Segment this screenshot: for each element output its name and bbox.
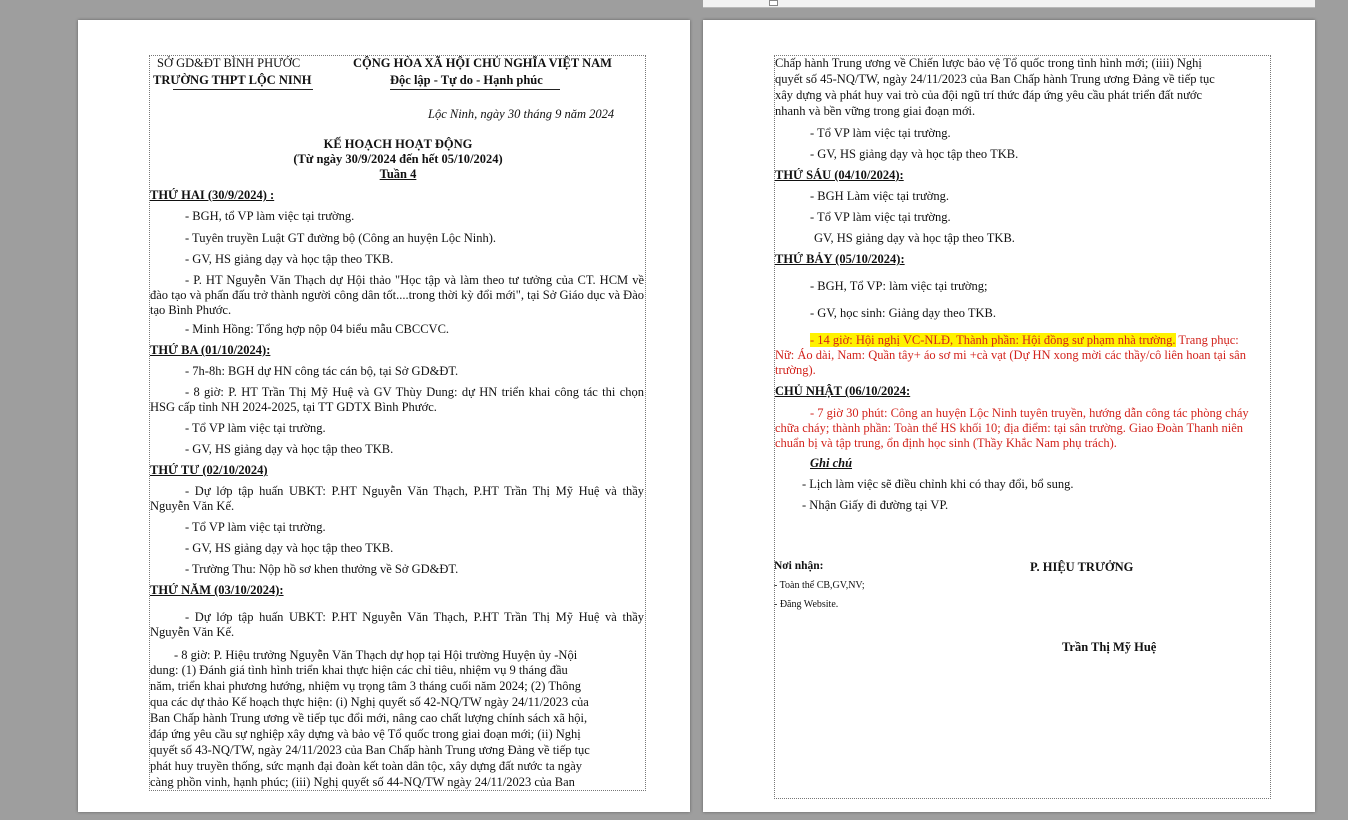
tuesday-item: - 8 giờ: P. HT Trần Thị Mỹ Huệ và GV Thùy Dung: dự HN triển khai công tác thi chọn HSG cấp tỉnh NH 2024-2025, tại TT GDTX Bình Phước. — [150, 385, 644, 414]
monday-item: - P. HT Nguyễn Văn Thạch dự Hội thảo "Học tập và làm theo tư tưởng của CT. HCM về đào tạo và phấn đấu trở thành người công dân tốt....trong thời kỳ đổi mới", tại Sở Giáo dục và Đào tạo Bình Phước. — [150, 273, 644, 317]
monday-item: - Tuyên truyền Luật GT đường bộ (Công an huyện Lộc Ninh). — [185, 231, 497, 245]
saturday-item: - GV, học sinh: Giảng dạy theo TKB. — [810, 306, 996, 320]
thursday-meeting-line: quyết số 43-NQ/TW, ngày 24/11/2023 của Ban Chấp hành Trung ương Đảng về tiếp tục — [150, 743, 590, 757]
thursday-meeting-line: đáp ứng yêu cầu sự nghiệp xây dựng và bảo vệ Tổ quốc trong giai đoạn mới; (ii) Nghị — [150, 727, 581, 741]
thursday-meeting-line: năm, triển khai phương hướng, nhiệm vụ trọng tâm 3 tháng cuối năm 2024; (2) Thông — [150, 679, 581, 693]
header-department: SỞ GD&ĐT BÌNH PHƯỚC — [157, 56, 301, 70]
monday-item: - Minh Hồng: Tổng hợp nộp 04 biểu mẫu CBCCVC. — [185, 322, 450, 336]
document-page-2 — [703, 20, 1315, 812]
notes-heading: Ghi chú — [810, 456, 853, 470]
saturday-dress-line: Nữ: Áo dài, Nam: Quần tây+ áo sơ mi +cà vạt (Dự HN xong mời các thầy/cô liên hoan tại sân — [775, 348, 1246, 362]
friday-item: - BGH Làm việc tại trường. — [810, 189, 950, 203]
thursday-meeting-line: qua các dự thảo Kế hoạch thực hiện: (i) Nghị quyết số 42-NQ/TW ngày 24/11/2023 của — [150, 695, 589, 709]
document-page-1 — [78, 20, 690, 812]
thursday-meeting-line: càng phồn vinh, hạnh phúc; (iii) Nghị quyết số 44-NQ/TW ngày 24/11/2023 của Ban — [150, 775, 575, 789]
recipient-item: - Toàn thể CB,GV,NV; — [774, 580, 865, 591]
tuesday-item: - GV, HS giảng dạy và học tập theo TKB. — [185, 442, 394, 456]
sunday-line: - 7 giờ 30 phút: Công an huyện Lộc Ninh tuyên truyền, hướng dẫn công tác phòng cháy — [810, 406, 1249, 420]
thursday-meeting-line: - 8 giờ: P. Hiệu trưởng Nguyễn Văn Thạch dự họp tại Hội trường Huyện ủy -Nội — [174, 648, 578, 662]
notes-item: - Nhận Giấy đi đường tại VP. — [802, 498, 949, 512]
signer-title: P. HIỆU TRƯỞNG — [1030, 560, 1134, 574]
tuesday-item: - Tổ VP làm việc tại trường. — [185, 421, 326, 435]
saturday-dress-line: trường). — [775, 363, 816, 377]
week-label: Tuần 4 — [379, 167, 417, 181]
continuation-line: nhanh và bền vững trong giai đoạn mới. — [775, 104, 976, 118]
saturday-dress-label: Trang phục: — [1175, 333, 1239, 347]
wednesday-item: - Dự lớp tập huấn UBKT: P.HT Nguyễn Văn Thạch, P.HT Trần Thị Mỹ Huệ và thầy Nguyễn Văn Kế. — [150, 484, 644, 513]
recipient-item: - Đăng Website. — [774, 599, 839, 610]
header-country: CỘNG HÒA XÃ HỘI CHỦ NGHĨA VIỆT NAM — [353, 56, 612, 70]
sunday-line: chữa cháy; thành phần: Toàn thể HS khối 10; địa điểm: tại sân trường. Giao Đoàn Thanh niên — [775, 421, 1244, 435]
continuation-line: quyết số 45-NQ/TW, ngày 24/11/2023 của Ban Chấp hành Trung ương Đảng về tiếp tục — [775, 72, 1215, 86]
horizontal-ruler[interactable] — [703, 0, 1315, 8]
sunday-line: chuẩn bị và tập trung, ổn định học sinh (Thầy Khắc Nam phụ trách). — [775, 436, 1117, 450]
signer-name: Trần Thị Mỹ Huệ — [1062, 640, 1157, 654]
header-motto: Độc lập - Tự do - Hạnh phúc — [390, 73, 543, 87]
friday-heading: THỨ SÁU (04/10/2024): — [775, 168, 904, 182]
thursday-meeting-line: phát huy truyền thống, sức mạnh đại đoàn kết toàn dân tộc, xây dựng đất nước ta ngày — [150, 759, 583, 773]
wednesday-item: - Tổ VP làm việc tại trường. — [185, 520, 326, 534]
monday-item: - GV, HS giảng dạy và học tập theo TKB. — [185, 252, 394, 266]
monday-item: - BGH, tổ VP làm việc tại trường. — [185, 209, 355, 223]
continuation-line: Chấp hành Trung ương về Chiến lược bảo vệ Tổ quốc trong tình hình mới; (iiii) Nghị — [775, 56, 1202, 70]
thursday-meeting-line: dung: (1) Đánh giá tình hình triển khai thực hiện các chỉ tiêu, nhiệm vụ 9 tháng đầu — [150, 663, 568, 677]
highlighted-text: - 14 giờ: Hội nghị VC-NLĐ, Thành phần: Hội đồng sư phạm nhà trường. — [810, 333, 1176, 347]
ruler-indent-marker[interactable] — [769, 0, 778, 6]
thursday-meeting-line: Ban Chấp hành Trung ương về tiếp tục đổi mới, nâng cao chất lượng chính sách xã hội, — [150, 711, 588, 725]
continuation-item: - GV, HS giảng dạy và học tập theo TKB. — [810, 147, 1019, 161]
saturday-item: - BGH, Tổ VP: làm việc tại trường; — [810, 279, 988, 293]
monday-heading: THỨ HAI (30/9/2024) : — [150, 188, 275, 202]
header-school: TRƯỜNG THPT LỘC NINH — [153, 73, 312, 87]
motto-underline — [390, 89, 560, 90]
date-line: Lộc Ninh, ngày 30 tháng 9 năm 2024 — [428, 107, 615, 121]
recipients-heading: Nơi nhận: — [774, 560, 824, 572]
tuesday-heading: THỨ BA (01/10/2024): — [150, 343, 271, 357]
plan-title: KẾ HOẠCH HOẠT ĐỘNG — [323, 137, 473, 151]
continuation-item: - Tổ VP làm việc tại trường. — [810, 126, 951, 140]
wednesday-item: - Trường Thu: Nộp hồ sơ khen thưởng về Sở GD&ĐT. — [185, 562, 459, 576]
sunday-heading: CHỦ NHẬT (06/10/2024: — [775, 384, 911, 398]
thursday-heading: THỨ NĂM (03/10/2024): — [150, 583, 284, 597]
friday-item: - Tổ VP làm việc tại trường. — [810, 210, 951, 224]
notes-item: - Lịch làm việc sẽ điều chỉnh khi có thay đổi, bổ sung. — [802, 477, 1074, 491]
saturday-heading: THỨ BẢY (05/10/2024): — [775, 252, 905, 266]
tuesday-item: - 7h-8h: BGH dự HN công tác cán bộ, tại Sở GD&ĐT. — [185, 364, 459, 378]
friday-item: GV, HS giảng dạy và học tập theo TKB. — [814, 231, 1015, 245]
thursday-item: - Dự lớp tập huấn UBKT: P.HT Nguyễn Văn Thạch, P.HT Trần Thị Mỹ Huệ và thầy Nguyễn Văn Kế. — [150, 610, 644, 639]
saturday-meeting-line — [810, 333, 1239, 348]
wednesday-heading: THỨ TƯ (02/10/2024) — [150, 463, 268, 477]
plan-subtitle: (Từ ngày 30/9/2024 đến hết 05/10/2024) — [293, 152, 503, 166]
school-underline — [173, 89, 313, 90]
continuation-line: xây dựng và phát huy vai trò của đội ngũ trí thức đáp ứng yêu cầu phát triển đất nước — [775, 88, 1202, 102]
wednesday-item: - GV, HS giảng dạy và học tập theo TKB. — [185, 541, 394, 555]
